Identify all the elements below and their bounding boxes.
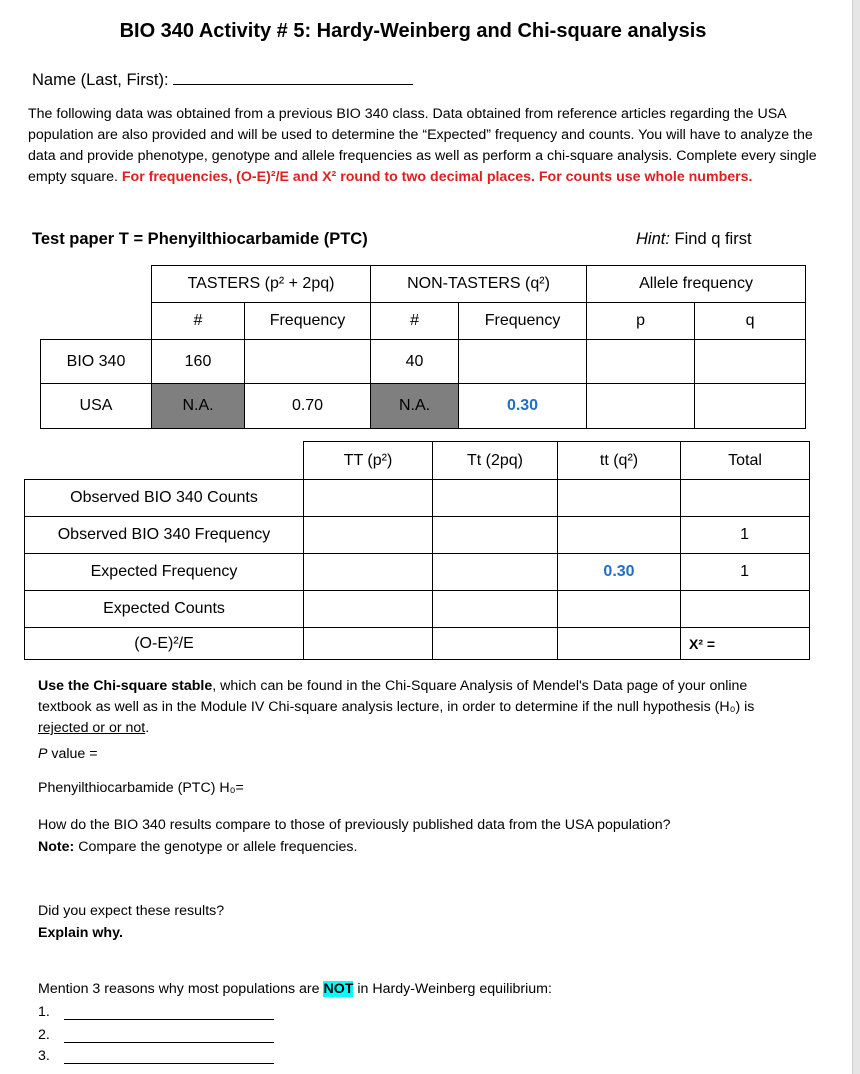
usa-q[interactable] bbox=[695, 384, 806, 429]
bio340-tasters-frequency[interactable] bbox=[245, 340, 371, 384]
row-label-observed-frequency: Observed BIO 340 Frequency bbox=[25, 517, 304, 554]
mention-not-highlight: NOT bbox=[323, 981, 354, 997]
reason-3-line[interactable] bbox=[64, 1063, 274, 1064]
expect-question-text: Did you expect these results? bbox=[38, 903, 225, 919]
reason-2-line[interactable] bbox=[64, 1042, 274, 1043]
intro-paragraph bbox=[28, 104, 828, 188]
chi-text: , which can be found in the Chi-Square Analysis of Mendel's Data page of your online textbook as well as in the Module IV Chi-square analysis lecture, in order to determine if the null hypothesis (H₀) is bbox=[38, 678, 755, 715]
header-Tt: Tt (2pq) bbox=[433, 442, 558, 480]
hint-label: Hint: bbox=[636, 230, 670, 248]
p-value-label: value = bbox=[47, 746, 98, 762]
reason-3[interactable] bbox=[38, 1048, 50, 1064]
reason-3-number: 3. bbox=[38, 1048, 50, 1064]
row-label-o-e-squared: (O-E)²/E bbox=[25, 628, 304, 660]
name-label: Name (Last, First): bbox=[32, 71, 169, 89]
mention-before: Mention 3 reasons why most populations are bbox=[38, 981, 324, 997]
compare-question-text: How do the BIO 340 results compare to those of previously published data from the USA population? bbox=[38, 817, 671, 833]
intro-rounding-instructions: For frequencies, (O-E)²/E and X² round to two decimal places. For counts use whole numbers. bbox=[121, 169, 753, 185]
row-label-expected-counts: Expected Counts bbox=[25, 591, 304, 628]
header-tasters-frequency: Frequency bbox=[245, 303, 371, 340]
intro-text: The following data was obtained from a previous BIO 340 class. Data obtained from reference articles regarding the USA population are also provided and will be used to determine the “Expected” frequency and counts. You will have to analyze the data and provide phenotype, genotype and allele frequencies as well as perform a chi-square analysis. Complete every single empty square. bbox=[28, 106, 817, 185]
row-label-observed-counts: Observed BIO 340 Counts bbox=[25, 480, 304, 517]
header-p: p bbox=[587, 303, 695, 340]
o-e-squared-tt[interactable] bbox=[558, 628, 681, 660]
name-row bbox=[32, 70, 413, 90]
reason-1-line[interactable] bbox=[64, 1019, 274, 1020]
o-e-squared-TT[interactable] bbox=[304, 628, 433, 660]
mention-after: in Hardy-Weinberg equilibrium: bbox=[353, 981, 552, 997]
usa-tasters-frequency: 0.70 bbox=[245, 384, 371, 429]
header-non-tasters: NON-TASTERS (q²) bbox=[371, 266, 587, 303]
row-label-expected-frequency: Expected Frequency bbox=[25, 554, 304, 591]
hint-text: Find q first bbox=[669, 230, 752, 248]
header-q: q bbox=[695, 303, 806, 340]
usa-non-tasters-frequency: 0.30 bbox=[459, 384, 587, 429]
page-title: BIO 340 Activity # 5: Hardy-Weinberg and Chi-square analysis bbox=[119, 20, 707, 42]
observed-counts-Tt[interactable] bbox=[433, 480, 558, 517]
chi-end: . bbox=[145, 720, 150, 736]
observed-frequency-TT[interactable] bbox=[304, 517, 433, 554]
table2-corner bbox=[25, 442, 304, 480]
observed-counts-tt[interactable] bbox=[558, 480, 681, 517]
bio340-p[interactable] bbox=[587, 340, 695, 384]
compare-note-text: Compare the genotype or allele frequencies. bbox=[74, 839, 358, 855]
p-value-field[interactable] bbox=[38, 746, 98, 762]
table1-corner bbox=[41, 266, 152, 303]
reason-1-number: 1. bbox=[38, 1004, 50, 1020]
observed-frequency-tt[interactable] bbox=[558, 517, 681, 554]
hw-reasons-prompt bbox=[38, 981, 552, 997]
ptc-null-hypothesis[interactable]: Phenyilthiocarbamide (PTC) H₀= bbox=[38, 780, 244, 796]
test-paper-label: Test paper T = Phenyilthiocarbamide (PTC) bbox=[32, 230, 368, 248]
expected-counts-TT[interactable] bbox=[304, 591, 433, 628]
table1-corner-2 bbox=[41, 303, 152, 340]
row-label-usa: USA bbox=[41, 384, 152, 429]
hint bbox=[636, 230, 752, 249]
header-allele-frequency: Allele frequency bbox=[587, 266, 806, 303]
header-tasters-count: # bbox=[152, 303, 245, 340]
compare-note-label: Note: bbox=[38, 839, 75, 855]
header-tasters: TASTERS (p² + 2pq) bbox=[152, 266, 371, 303]
expected-frequency-Tt[interactable] bbox=[433, 554, 558, 591]
expected-counts-tt[interactable] bbox=[558, 591, 681, 628]
expected-frequency-total: 1 bbox=[681, 554, 810, 591]
row-label-bio340: BIO 340 bbox=[41, 340, 152, 384]
explain-why-label: Explain why. bbox=[38, 925, 123, 941]
chi-bold-text: Use the Chi-square stable bbox=[38, 678, 213, 694]
reason-1[interactable] bbox=[38, 1004, 50, 1020]
header-total: Total bbox=[681, 442, 810, 480]
usa-non-tasters-count: N.A. bbox=[371, 384, 459, 429]
window-scrollbar[interactable] bbox=[852, 0, 860, 1074]
compare-question bbox=[38, 814, 818, 858]
bio340-tasters-count: 160 bbox=[152, 340, 245, 384]
observed-counts-total[interactable] bbox=[681, 480, 810, 517]
header-non-tasters-frequency: Frequency bbox=[459, 303, 587, 340]
reason-2[interactable] bbox=[38, 1027, 50, 1043]
name-input-line[interactable] bbox=[173, 70, 413, 85]
reason-2-number: 2. bbox=[38, 1027, 50, 1043]
header-tt: tt (q²) bbox=[558, 442, 681, 480]
observed-counts-TT[interactable] bbox=[304, 480, 433, 517]
header-TT: TT (p²) bbox=[304, 442, 433, 480]
usa-tasters-count: N.A. bbox=[152, 384, 245, 429]
expected-counts-Tt[interactable] bbox=[433, 591, 558, 628]
chi-square-table bbox=[24, 441, 810, 660]
observed-frequency-total: 1 bbox=[681, 517, 810, 554]
bio340-non-tasters-count: 40 bbox=[371, 340, 459, 384]
p-value-italic: P bbox=[38, 746, 48, 762]
expect-question bbox=[38, 900, 224, 944]
chi-underlined-text: rejected or or not bbox=[38, 720, 146, 736]
expected-counts-total[interactable] bbox=[681, 591, 810, 628]
frequency-table bbox=[40, 265, 806, 429]
bio340-q[interactable] bbox=[695, 340, 806, 384]
expected-frequency-tt: 0.30 bbox=[558, 554, 681, 591]
header-non-tasters-count: # bbox=[371, 303, 459, 340]
chi-square-total[interactable]: X² = bbox=[681, 628, 810, 660]
o-e-squared-Tt[interactable] bbox=[433, 628, 558, 660]
chi-square-instructions bbox=[38, 676, 798, 739]
usa-p[interactable] bbox=[587, 384, 695, 429]
observed-frequency-Tt[interactable] bbox=[433, 517, 558, 554]
expected-frequency-TT[interactable] bbox=[304, 554, 433, 591]
bio340-non-tasters-frequency[interactable] bbox=[459, 340, 587, 384]
